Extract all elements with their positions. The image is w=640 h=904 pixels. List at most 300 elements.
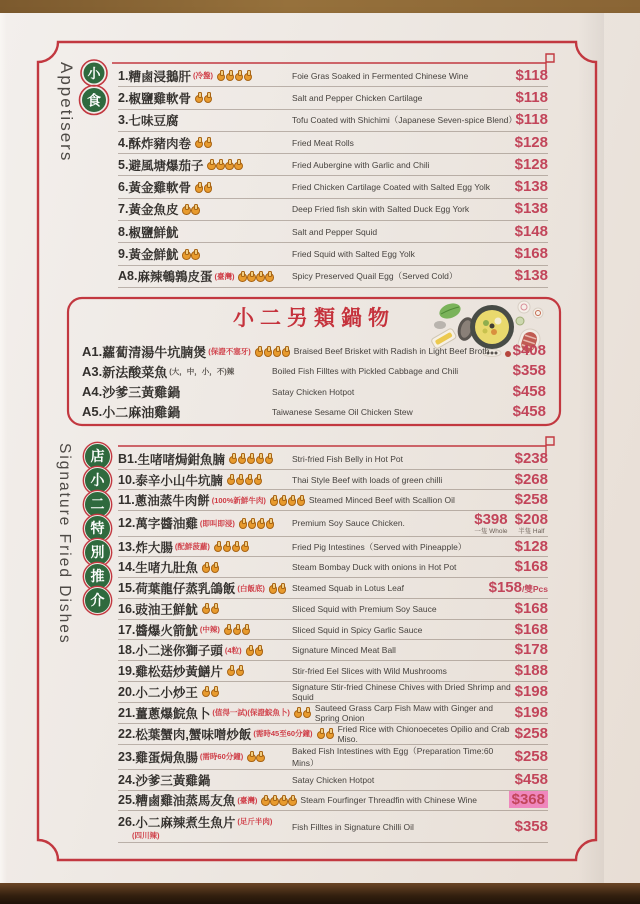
badge-char: 小 (87, 66, 101, 81)
dish-note: (臺灣) (237, 795, 258, 805)
dish-name-cell (118, 538, 288, 556)
price-block (515, 641, 548, 659)
dish-price: $118 (515, 88, 548, 106)
dish-name-cell (118, 223, 288, 241)
spice-rating (260, 795, 296, 806)
dish-name-english: Boiled Fish Filltes with Pickled Cabbage and Chili (272, 366, 459, 377)
signature-section (118, 449, 548, 843)
dish-note: (足斤半肉) (237, 817, 273, 827)
price-block (515, 450, 548, 468)
drumstick-icon (204, 137, 212, 148)
dish-name-line (118, 704, 311, 722)
dish-name-cell (118, 514, 288, 532)
menu-item-row (118, 110, 548, 132)
dish-name-chinese: 生啫啫焗鉗魚腩 (137, 452, 225, 467)
dish-price: $408 (512, 342, 546, 360)
price-cell (515, 200, 548, 218)
dish-number: 26. (118, 814, 136, 829)
drumstick-icon (270, 795, 278, 806)
spice-rating (201, 686, 219, 697)
dish-name-cell (82, 342, 290, 361)
menu-item-row (118, 537, 548, 558)
drumstick-icon (247, 751, 255, 762)
appetisers-section (118, 65, 548, 288)
price-block (515, 491, 548, 509)
dish-number: 11. (118, 493, 135, 508)
dish-price: $168 (514, 245, 548, 263)
menu-item-row (118, 132, 548, 154)
dish-number: 12. (118, 516, 136, 531)
menu-item-row (118, 470, 548, 491)
dish-name-chinese: 荷葉龍仔蒸乳鴿飯 (135, 582, 236, 597)
dish-name-cell (118, 450, 288, 468)
dish-name-cell (82, 402, 268, 421)
dish-name-line (118, 200, 288, 218)
spice-rating (201, 603, 219, 614)
dish-price: $128 (514, 537, 548, 555)
dish-number: A8. (118, 269, 138, 284)
dish-number: 17. (118, 622, 136, 637)
menu-item-row (118, 724, 548, 745)
drumstick-icon (226, 70, 234, 81)
dish-name-line (118, 683, 288, 701)
dish-name-cell (118, 156, 288, 174)
price-block (515, 267, 548, 285)
drumstick-icon (257, 518, 265, 529)
dish-note: (中辣) (199, 625, 220, 634)
dish-number: 7. (118, 202, 129, 217)
dish-name-line (82, 402, 268, 421)
menu-item-row (118, 682, 548, 703)
dish-name-chinese: 松葉蟹肉,蟹味噌炒飯 (135, 727, 252, 742)
dish-name-chinese: 蘿蔔清湯牛坑腩煲 (102, 344, 207, 360)
price-sub-label: 一隻 Whole (474, 528, 508, 536)
dish-name-chinese: 豉油王鮮魷 (135, 602, 198, 617)
dish-name-line (118, 514, 288, 532)
dish-name-cell (118, 134, 288, 152)
dish-name-line (118, 267, 288, 285)
price-cell (474, 511, 548, 536)
dish-number: 19. (118, 663, 136, 678)
price-block (515, 725, 548, 743)
dish-number: A5. (82, 404, 103, 420)
spice-rating (316, 728, 334, 739)
dish-name-english: Fried Meat Rolls (292, 137, 354, 148)
dish-number: B1. (118, 451, 138, 466)
dish-number: 23. (118, 749, 136, 764)
drumstick-icon (261, 795, 269, 806)
dish-name-cell (118, 813, 288, 841)
badge-char: 小 (84, 467, 111, 494)
price-cell (515, 748, 548, 766)
dish-price: $258 (514, 724, 548, 742)
dish-name-line (118, 771, 288, 789)
drumstick-icon (225, 159, 233, 170)
price-cell (513, 342, 546, 360)
dish-name-chinese: 小二麻油雞鍋 (102, 405, 181, 421)
dish-name-chinese: 生啫九肚魚 (135, 561, 198, 576)
drumstick-icon (255, 346, 263, 357)
price-cell (515, 662, 548, 680)
price-cell (515, 771, 548, 789)
dish-name-chinese: 醬爆火箭魷 (135, 623, 198, 638)
drumstick-icon (211, 686, 219, 697)
dish-number: 25. (118, 793, 136, 808)
dish-name-english: Signature Stir-fried Chinese Chives with Dried Shrimp and Squid (292, 681, 511, 702)
drumstick-icon (282, 346, 290, 357)
dish-name-cell (118, 683, 288, 701)
drumstick-icon (202, 686, 210, 697)
dish-number: 13. (118, 539, 136, 554)
dish-name-chinese: 糟鹵雞油蒸馬友魚 (135, 794, 236, 809)
dish-name-chinese: 避風塘爆茄子 (128, 158, 204, 173)
spice-rating (228, 453, 273, 464)
price-block (515, 111, 548, 129)
dish-name-line (118, 558, 288, 576)
dish-price: $198 (514, 682, 548, 700)
drumstick-icon (256, 453, 264, 464)
drumstick-icon (278, 583, 286, 594)
menu-item-row (118, 154, 548, 176)
spice-rating (194, 137, 212, 148)
drumstick-icon (279, 795, 287, 806)
price-cell (515, 558, 548, 576)
price-cell (515, 538, 548, 556)
menu-item-row (118, 599, 548, 620)
dish-number: 18. (118, 643, 136, 658)
dish-name-line (118, 725, 334, 743)
price-suffix: /雙Pcs (522, 584, 548, 595)
dish-name-line (118, 67, 288, 85)
dish-name-chinese: 小二麻辣煮生魚片 (135, 815, 236, 830)
drumstick-icon (207, 159, 215, 170)
price-cell (515, 621, 548, 639)
price-cell (513, 403, 546, 421)
drumstick-icon (241, 541, 249, 552)
dish-name-chinese: 炸大腸 (135, 540, 173, 555)
dish-name-chinese: 泰辛小山牛坑腩 (135, 473, 223, 488)
spice-rating (201, 562, 219, 573)
hotpot-box-section (82, 341, 546, 422)
drumstick-icon (254, 474, 262, 485)
dish-number: 21. (118, 705, 136, 720)
spice-rating (216, 70, 252, 81)
dish-number: 9. (118, 247, 129, 262)
price-block (515, 471, 548, 489)
dish-number: 22. (118, 726, 136, 741)
dish-name-english: Foie Gras Soaked in Fermented Chinese Wine (292, 70, 469, 81)
dish-name-chinese: 沙爹三黃雞鍋 (135, 773, 211, 788)
spice-rating (254, 346, 290, 357)
price-cell (515, 223, 548, 241)
dish-name-line (118, 791, 296, 809)
dish-name-cell (118, 704, 311, 722)
signature-side-label: Signature Fried Dishes (56, 443, 73, 645)
dish-number: 4. (118, 135, 129, 150)
menu-item-row (118, 811, 548, 843)
price-cell (515, 641, 548, 659)
dish-number: 2. (118, 90, 129, 105)
dish-note-secondary: (四川辣) (132, 830, 160, 840)
dish-name-chinese: 椒鹽鮮魷 (128, 225, 179, 240)
drumstick-icon (266, 518, 274, 529)
dish-price: $458 (512, 382, 546, 400)
dish-name-english: Fried Pig Intestines（Served with Pineapple） (292, 541, 467, 552)
appetisers-gourd-badge (77, 59, 111, 117)
dish-number: A3. (82, 363, 103, 379)
dish-name-line (118, 621, 288, 639)
dish-name-cell (118, 725, 334, 743)
dish-price-half: $208 (514, 511, 548, 529)
menu-item-row (118, 791, 548, 812)
dish-number: 15. (118, 581, 136, 596)
dish-price: $118 (515, 66, 548, 84)
dish-name-line (82, 342, 290, 361)
drumstick-icon (256, 751, 264, 762)
dish-price: $358 (514, 817, 548, 835)
drumstick-icon (195, 92, 203, 103)
dish-note: (4粒) (224, 645, 242, 655)
dish-number: 20. (118, 684, 136, 699)
signature-badge-chain (84, 446, 111, 614)
drumstick-icon (279, 495, 287, 506)
dish-number: 6. (118, 180, 129, 195)
dish-note: (大，中，小，不)辣 (169, 366, 235, 376)
dish-name-english: Signature Minced Meat Ball (292, 645, 396, 656)
drumstick-icon (224, 624, 232, 635)
dish-name-cell (118, 600, 288, 618)
dish-name-english: Taiwanese Sesame Oil Chicken Stew (272, 406, 413, 417)
dish-price: $368 (509, 791, 548, 808)
dish-note: (100%新鮮牛肉) (211, 495, 266, 505)
dish-name-cell (118, 791, 296, 809)
menu-item-row (118, 640, 548, 661)
dish-price: $168 (514, 599, 548, 617)
drumstick-icon (204, 92, 212, 103)
dish-name-english: Salt and Pepper Chicken Cartilage (292, 92, 423, 103)
dish-name-english: Sliced Squid with Premium Soy Sauce (292, 603, 437, 614)
badge-char: 介 (84, 587, 111, 614)
price-cell (513, 383, 546, 401)
dish-name-chinese: 七味豆腐 (128, 114, 179, 129)
dish-price: $168 (514, 558, 548, 576)
menu-item-row (118, 511, 548, 537)
dish-name-cell (118, 579, 288, 597)
dish-name-english: Fried Rice with Chionoecetes Opilio and Crab Miso. (337, 723, 510, 744)
menu-item-row (118, 703, 548, 724)
dish-name-english: Premium Soy Sauce Chicken. (292, 518, 405, 529)
drumstick-icon (288, 795, 296, 806)
spice-rating (268, 583, 286, 594)
dish-name-cell (82, 362, 268, 381)
drumstick-icon (217, 70, 225, 81)
dish-price: $188 (514, 661, 548, 679)
menu-item-row (118, 620, 548, 641)
dish-name-cell (118, 662, 288, 680)
drumstick-icon (265, 453, 273, 464)
drumstick-icon (223, 541, 231, 552)
drumstick-icon (202, 603, 210, 614)
menu-item-row (82, 361, 546, 381)
price-block (489, 579, 548, 597)
drumstick-icon (239, 518, 247, 529)
dish-name-chinese: 沙爹三黃雞鍋 (102, 385, 181, 401)
price-cell (515, 111, 548, 129)
dish-number: A4. (82, 384, 103, 400)
dish-note: (白飯底) (237, 583, 265, 593)
dish-name-line (118, 748, 288, 766)
dish-name-cell (118, 748, 288, 766)
badge-char: 別 (84, 539, 111, 566)
price-cell (515, 178, 548, 196)
dish-name-english: Fried Aubergine with Garlic and Chili (292, 159, 430, 170)
price-block (515, 223, 548, 241)
dish-name-english: Satay Chicken Hotpot (292, 774, 375, 785)
menu-item-row (82, 382, 546, 402)
badge-char: 推 (84, 563, 111, 590)
menu-item-row (118, 490, 548, 511)
dish-number: 1. (118, 68, 129, 83)
price-cell (515, 491, 548, 509)
dish-number: 5. (118, 157, 129, 172)
drumstick-icon (229, 453, 237, 464)
price-block (515, 178, 548, 196)
price-block (515, 683, 548, 701)
dish-number: 3. (118, 113, 129, 128)
drumstick-icon (269, 583, 277, 594)
appetisers-side-label: Appetisers (57, 62, 76, 163)
dish-price: $458 (514, 770, 548, 788)
dish-note: (需時45至60分鐘) (253, 729, 313, 739)
menu-item-row (118, 243, 548, 265)
dish-name-chinese: 糟鹵浸鵝肝 (128, 69, 191, 84)
drumstick-icon (247, 271, 255, 282)
dish-price: $138 (514, 200, 548, 218)
dish-name-cell (118, 491, 305, 509)
spice-rating (293, 707, 311, 718)
menu-item-row (118, 199, 548, 221)
price-block (513, 362, 546, 380)
menu-item-row (118, 87, 548, 109)
dish-name-chinese: 酥炸豬肉卷 (128, 136, 191, 151)
dish-name-line (118, 223, 288, 241)
menu-item-row (118, 65, 548, 87)
price-block (513, 383, 546, 401)
spice-rating (226, 665, 244, 676)
drumstick-icon (195, 182, 203, 193)
dish-name-english: Tofu Coated with Shichimi（Japanese Seven-spice Blend） (292, 115, 517, 126)
drumstick-icon (264, 346, 272, 357)
drumstick-icon (246, 645, 254, 656)
drumstick-icon (227, 665, 235, 676)
dish-note: (即叫即浸) (199, 518, 235, 528)
spice-rating (181, 249, 199, 260)
drumstick-icon (227, 474, 235, 485)
drumstick-icon (211, 603, 219, 614)
price-block (515, 600, 548, 618)
spice-rating (245, 645, 263, 656)
dish-name-chinese: 新法酸菜魚 (102, 364, 168, 380)
dish-name-english: Satay Chicken Hotpot (272, 386, 355, 397)
drumstick-icon (214, 541, 222, 552)
badge-char: 特 (84, 515, 111, 542)
dish-name-chinese: 黃金雞軟骨 (128, 181, 191, 196)
price-block (515, 771, 548, 789)
drumstick-icon (256, 271, 264, 282)
dish-name-line (118, 600, 288, 618)
wood-table-bottom (0, 883, 640, 904)
menu-item-row (118, 176, 548, 198)
price-block (515, 818, 548, 836)
dish-price: $128 (514, 133, 548, 151)
dish-note: (值得一試)(保證鯇魚卜) (212, 708, 290, 718)
dish-price: $138 (514, 178, 548, 196)
dish-name-english: Braised Beef Brisket with Radish in Light Beef Broth (293, 346, 490, 357)
price-cell (515, 683, 548, 701)
dish-price: $458 (512, 402, 546, 420)
drumstick-icon (294, 707, 302, 718)
price-cell (515, 267, 548, 285)
dish-price: $128 (514, 155, 548, 173)
menu-item-row (118, 661, 548, 682)
price-sub-label: 半隻 Half (518, 528, 545, 536)
drumstick-icon (244, 70, 252, 81)
price-cell (515, 134, 548, 152)
dish-name-line (118, 156, 288, 174)
dish-name-english: Stri-fried Fish Belly in Hot Pot (292, 453, 404, 464)
drumstick-icon (238, 453, 246, 464)
dish-number: 10. (118, 472, 136, 487)
drumstick-icon (270, 495, 278, 506)
dish-name-line (118, 111, 288, 129)
price-block (515, 748, 548, 766)
dish-number: 16. (118, 601, 136, 616)
dish-name-line (118, 491, 305, 509)
spice-rating (246, 751, 264, 762)
drumstick-icon (235, 70, 243, 81)
dish-name-line (118, 178, 288, 196)
dish-name-english: Steam Bombay Duck with onions in Hot Pot (292, 562, 457, 573)
drumstick-icon (248, 518, 256, 529)
dish-name-line (118, 813, 288, 831)
dish-name-chinese: 黃金鮮魷 (128, 248, 179, 263)
dish-name-cell (118, 111, 288, 129)
menu-item-row (82, 402, 546, 422)
dish-name-chinese: 蔥油蒸牛肉餅 (134, 494, 210, 509)
dish-name-line (82, 382, 268, 401)
dish-name-line (118, 641, 288, 659)
price-cell (515, 818, 548, 836)
dish-price: $358 (512, 362, 546, 380)
drumstick-icon (255, 645, 263, 656)
drumstick-icon (273, 346, 281, 357)
dish-name-chinese: 黃金魚皮 (128, 203, 179, 218)
dish-name-chinese: 雞蛋焗魚腸 (135, 750, 198, 765)
dish-name-line (118, 579, 288, 597)
drumstick-icon (236, 474, 244, 485)
drumstick-icon (195, 137, 203, 148)
drumstick-icon (297, 495, 305, 506)
spice-rating (237, 271, 273, 282)
drumstick-icon (242, 624, 250, 635)
dish-name-cell (118, 178, 288, 196)
drumstick-icon (247, 453, 255, 464)
price-block (515, 156, 548, 174)
spice-rating (269, 495, 305, 506)
price-cell (509, 791, 548, 809)
dish-name-english: Baked Fish Intestines with Egg（Preparation Time:60 Mins） (292, 745, 494, 768)
drumstick-icon (232, 541, 240, 552)
